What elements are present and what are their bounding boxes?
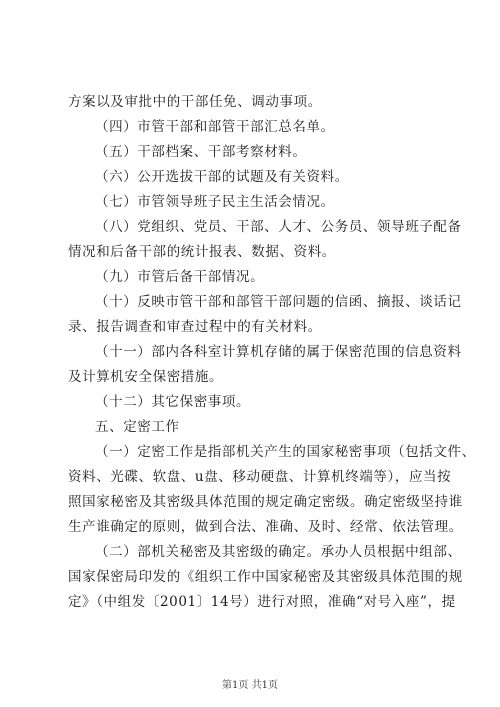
list-item-11: （十一）部内各科室计算机存储的属于保密范围的信息资料 <box>95 344 462 360</box>
paragraph-line: （二）部机关秘密及其密级的确定。承办人员根据中组部、 <box>95 544 462 560</box>
text-line: 情况和后备干部的统计报表、数据、资料。 <box>68 244 336 260</box>
paragraph-line: 国家保密局印发的《组织工作中国家秘密及其密级具体范围的规 <box>68 569 463 585</box>
list-item-12: （十二）其它保密事项。 <box>95 394 251 410</box>
paragraph-line: （一）定密工作是指部机关产生的国家秘密事项（包括文件、 <box>95 444 476 460</box>
paragraph-line: 生产谁确定的原则，做到合法、准确、及时、经常、依法管理。 <box>68 519 463 535</box>
text-line: 录、报告调查和审查过程中的有关材料。 <box>68 319 322 335</box>
document-body <box>68 90 476 615</box>
section-heading: 五、定密工作 <box>95 419 180 435</box>
list-item-9: （九）市管后备干部情况。 <box>95 269 265 285</box>
paragraph-line: 资料、光碟、软盘、u盘、移动硬盘、计算机终端等），应当按 <box>68 469 452 485</box>
text-line: 及计算机安全保密措施。 <box>68 369 224 385</box>
paragraph-line: 定》（中组发〔2001〕14号）进行对照，准确“对号入座”，提 <box>68 594 456 610</box>
list-item-10: （十）反映市管干部和部管干部问题的信函、摘报、谈话记 <box>95 294 462 310</box>
list-item-8: （八）党组织、党员、干部、人才、公务员、领导班子配备 <box>95 219 462 235</box>
list-item-7: （七）市管领导班子民主生活会情况。 <box>95 194 335 210</box>
paragraph-line: 照国家秘密及其密级具体范围的规定确定密级。确定密级坚持谁 <box>68 494 463 510</box>
text-line: 方案以及审批中的干部任免、调动事项。 <box>68 94 322 110</box>
list-item-4: （四）市管干部和部管干部汇总名单。 <box>95 119 335 135</box>
list-item-5: （五）干部档案、干部考察材料。 <box>95 144 307 160</box>
list-item-6: （六）公开选拔干部的试题及有关资料。 <box>95 169 349 185</box>
page-footer: 第1页 共1页 <box>222 680 278 691</box>
